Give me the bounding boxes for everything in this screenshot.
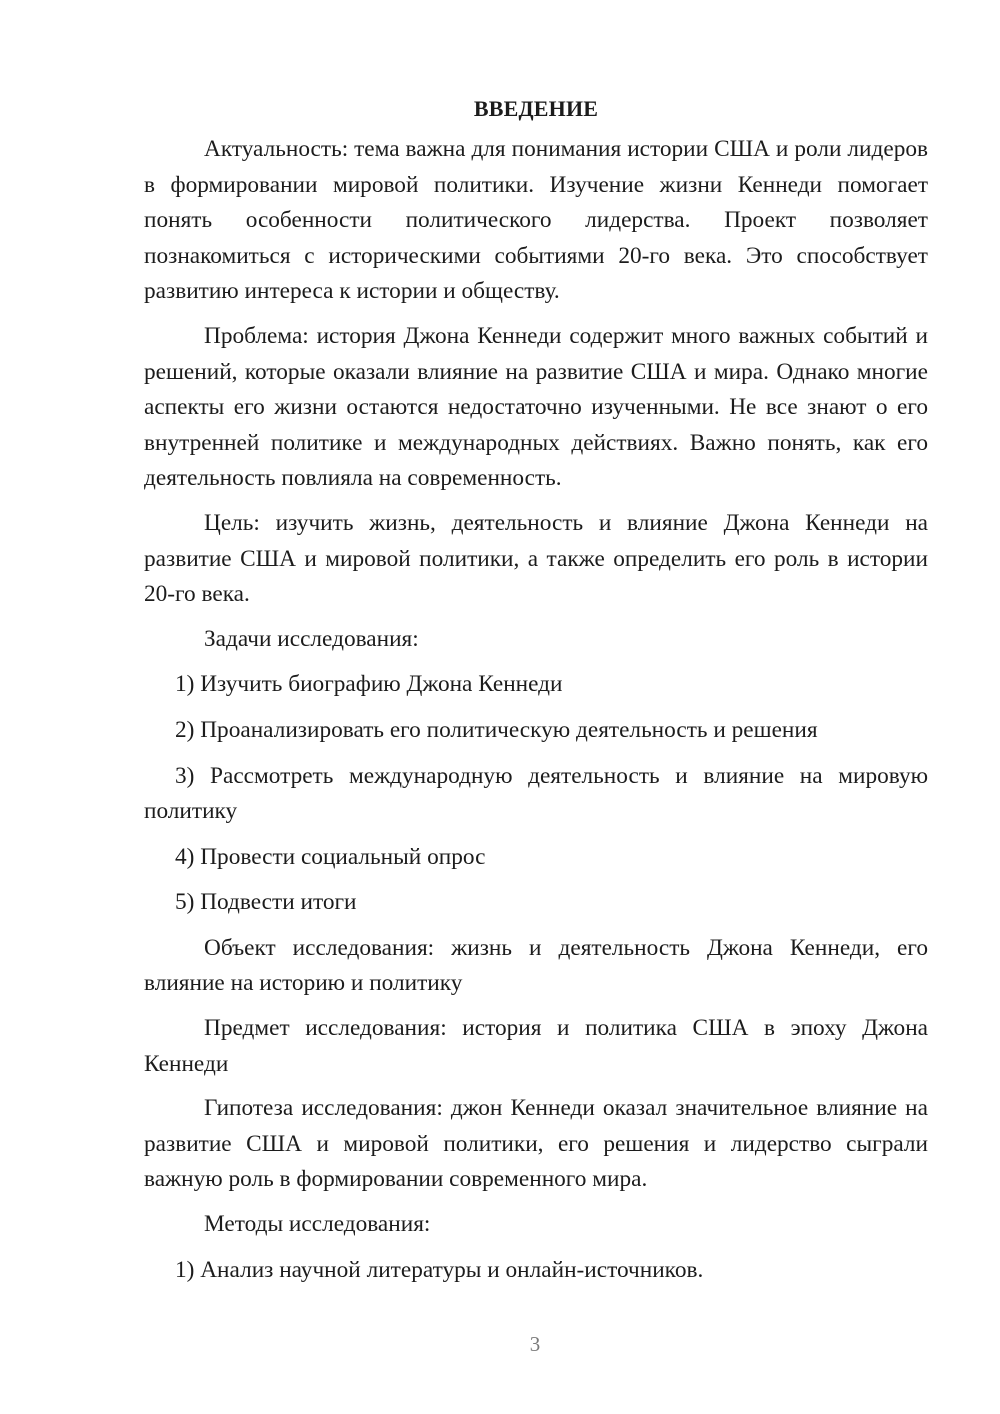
task-item: 4) Провести социальный опрос xyxy=(175,843,486,870)
task-item: 3) Рассмотреть международную деятельность и влияние на мировую политику xyxy=(144,762,928,825)
page-heading: ВВЕДЕНИЕ xyxy=(473,96,599,121)
page-number: 3 xyxy=(529,1332,541,1356)
method-item: 1) Анализ научной литературы и онлайн-источников. xyxy=(175,1256,704,1283)
subject-paragraph: Предмет исследования: история и политика США в эпоху Джона Кеннеди xyxy=(144,1015,928,1077)
problem-paragraph: Проблема: история Джона Кеннеди содержит много важных событий и решений, которые оказали влияние на развитие США и мира. Однако многие аспекты его жизни остаются недостаточно изученными. Не все знают о его внутренней политике и международных действиях. Важно понять, как его деятельность повлияла на современность. xyxy=(144,322,928,492)
hypothesis-paragraph: Гипотеза исследования: джон Кеннеди оказал значительное влияние на развитие США и мировой политики, его решения и лидерство сыграли важную роль в формировании современного мира. xyxy=(144,1095,928,1193)
task-item: 5) Подвести итоги xyxy=(175,889,357,916)
goal-paragraph: Цель: изучить жизнь, деятельность и влияние Джона Кеннеди на развитие США и мировой политики, а также определить его роль в истории 20-го века. xyxy=(144,509,928,608)
object-paragraph: Объект исследования: жизнь и деятельность Джона Кеннеди, его влияние на историю и политику xyxy=(144,934,928,997)
relevance-paragraph: Актуальность: тема важна для понимания истории США и роли лидеров в формировании мировой политики. Изучение жизни Кеннеди помогает понять особенности политического лидерства. Проект позволяет познакомиться с историческими событиями 20-го века. Это способствует развитию интереса к истории и обществу. xyxy=(144,136,928,305)
methods-title: Методы исследования: xyxy=(204,1211,431,1238)
document-page xyxy=(144,92,928,1298)
task-item: 2) Проанализировать его политическую деятельность и решения xyxy=(175,716,818,743)
task-item: 1) Изучить биографию Джона Кеннеди xyxy=(175,671,563,698)
tasks-title: Задачи исследования: xyxy=(204,625,419,652)
